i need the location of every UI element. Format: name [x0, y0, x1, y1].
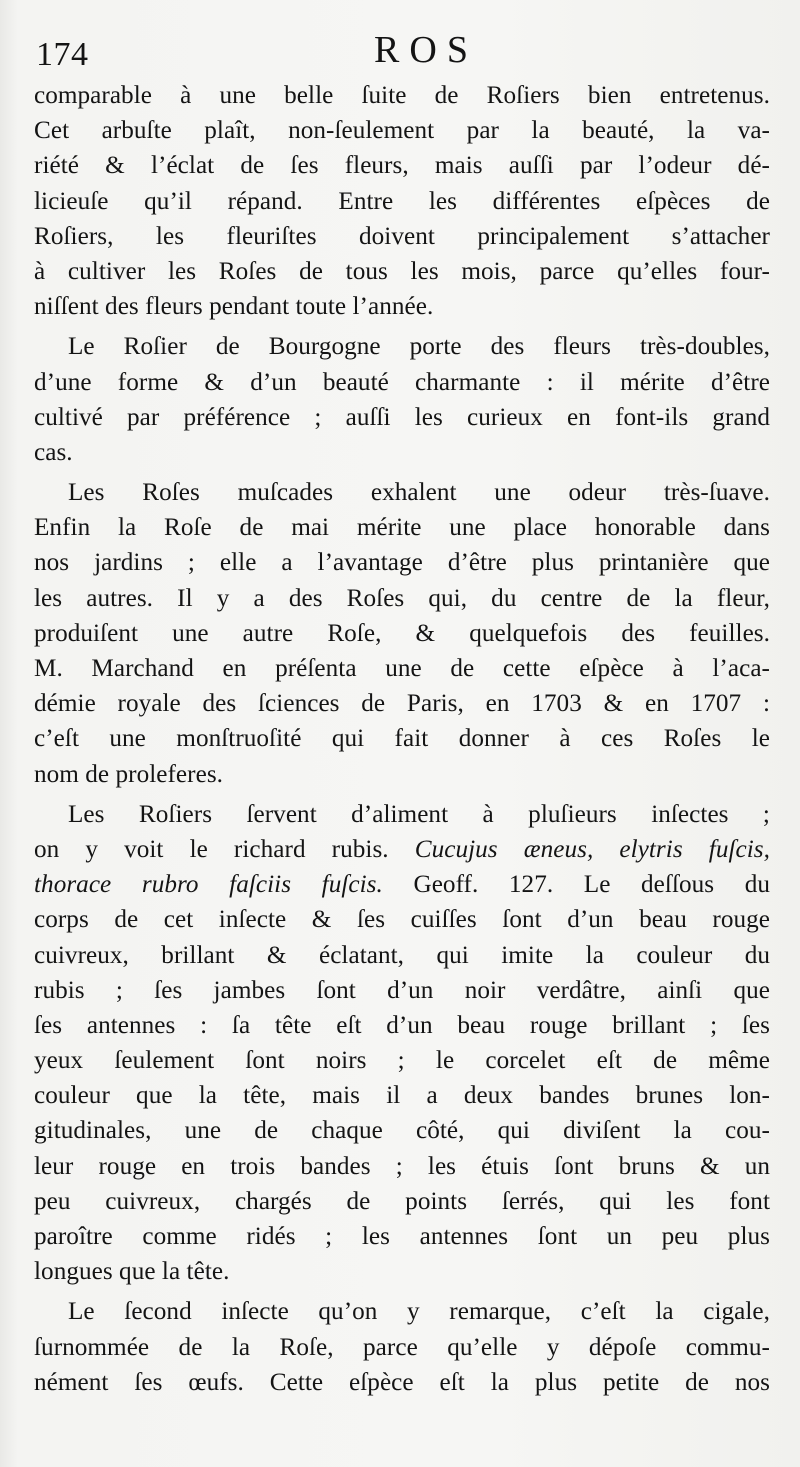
- text-line: Le Roſier de Bourgogne porte des fleurs très-doubles,: [68, 333, 770, 361]
- paragraph: [34, 78, 770, 324]
- text-line: niſſent des fleurs pendant toute l’année.: [34, 293, 434, 321]
- text-line: c’eſt une monſtruoſité qui fait donner à ces Roſes le: [34, 725, 770, 753]
- page-header: [36, 22, 776, 82]
- text-line: cultivé par préférence ; auſſi les curieux en font-ils grand: [34, 403, 770, 431]
- text-line: les autres. Il y a des Roſes qui, du centre de la fleur,: [34, 584, 770, 612]
- text-line: longues que la tête.: [34, 1258, 230, 1286]
- text-line: démie royale des ſciences de Paris, en 1703 & en 1707 :: [34, 690, 770, 718]
- text-line: Les Roſes muſcades exhalent une odeur très-ſuave.: [68, 479, 770, 507]
- text-line: corps de cet inſecte & ſes cuiſſes ſont d’un beau rouge: [34, 906, 770, 934]
- text-line: riété & l’éclat de ſes fleurs, mais auſſi par l’odeur dé-: [34, 152, 770, 180]
- text-line: d’une forme & d’un beauté charmante : il mérite d’être: [34, 368, 770, 396]
- page-number: 174: [36, 36, 89, 73]
- text-line: Le ſecond inſecte qu’on y remarque, c’eſt la cigale,: [68, 1298, 770, 1326]
- text-line: cas.: [34, 438, 73, 466]
- paragraph: [34, 1294, 770, 1400]
- text-line: comparable à une belle ſuite de Roſiers bien entretenus.: [34, 82, 770, 109]
- text-line: gitudinales, une de chaque côté, qui diviſent la cou-: [34, 1117, 770, 1145]
- paragraph: [34, 475, 770, 792]
- text-line: cuivreux, brillant & éclatant, qui imite la couleur du: [34, 941, 770, 969]
- body-text: [34, 78, 770, 1405]
- text-line: Cet arbuſte plaît, non-ſeulement par la beauté, la va-: [34, 117, 770, 145]
- text-line: couleur que la tête, mais il a deux bandes brunes lon-: [34, 1082, 770, 1110]
- text-line: ſurnommée de la Roſe, parce qu’elle y dépoſe commu-: [34, 1333, 770, 1361]
- text-line: paroître comme ridés ; les antennes ſont un peu plus: [34, 1223, 770, 1250]
- text-line: leur rouge en trois bandes ; les étuis ſont bruns & un: [34, 1152, 770, 1180]
- text-line: rubis ; ſes jambes ſont d’un noir verdâtre, ainſi que: [34, 976, 770, 1004]
- text-line: nom de proleferes.: [34, 760, 224, 788]
- text-line: peu cuivreux, chargés de points ſerrés, qui les font: [34, 1187, 770, 1215]
- text-line: Roſiers, les fleuriſtes doivent principalement s’attacher: [34, 222, 770, 250]
- running-head: ROS: [374, 29, 478, 71]
- text-line: Enfin la Roſe de mai mérite une place honorable dans: [34, 514, 770, 542]
- paragraph: [34, 329, 770, 470]
- text-line: yeux ſeulement ſont noirs ; le corcelet eſt de même: [34, 1047, 770, 1075]
- text-line: ſes antennes : ſa tête eſt d’un beau rouge brillant ; ſes: [34, 1011, 770, 1039]
- text-line: thorace rubro faſciis fuſcis. Geoff. 127. Le deſſous du: [34, 871, 770, 899]
- text-line: nos jardins ; elle a l’avantage d’être plus printanière que: [34, 549, 770, 577]
- text-line: à cultiver les Roſes de tous les mois, parce qu’elles four-: [34, 257, 770, 285]
- text-line: Les Roſiers ſervent d’aliment à pluſieurs inſectes ;: [68, 800, 770, 828]
- text-line: produiſent une autre Roſe, & quelquefois des feuilles.: [34, 619, 770, 647]
- paragraph: [34, 797, 770, 1290]
- text-line: on y voit le richard rubis. Cucujus æneus, elytris fuſcis,: [34, 835, 770, 863]
- text-line: M. Marchand en préſenta une de cette eſpèce à l’aca-: [34, 655, 770, 682]
- text-line: nément ſes œufs. Cette eſpèce eſt la plus petite de nos: [34, 1368, 770, 1396]
- text-line: licieuſe qu’il répand. Entre les différentes eſpèces de: [34, 187, 770, 215]
